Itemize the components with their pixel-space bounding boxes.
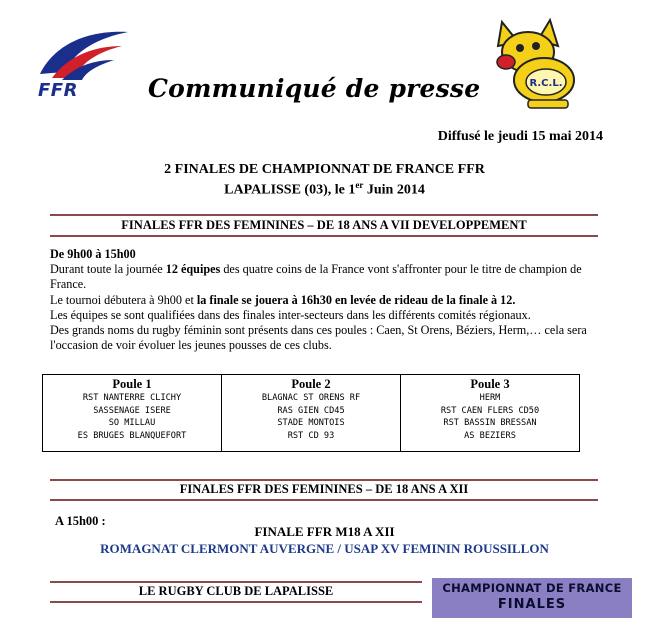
section-2-time: A 15h00 : (55, 514, 106, 528)
banner-line-1: CHAMPIONNAT DE FRANCE (442, 581, 622, 595)
team-name: RST NANTERRE CLICHY (82, 393, 182, 403)
team-name: RST CAEN FLERS CD50 (440, 405, 540, 416)
team-name: ES BRUGES BLANQUEFORT (77, 430, 187, 441)
page-title: Communiqué de presse (148, 74, 481, 103)
section-1-paragraph-4: Des grands noms du rugby féminin sont présents dans ces poules : Caen, St Orens, Béziers, Herm,… cela sera l'occasion de voir évoluer les jeunes pousses de ces clubs. (50, 323, 587, 353)
issue-date: Diffusé le jeudi 15 mai 2014 (437, 129, 603, 144)
section-1-paragraph-2: Le tournoi débutera à 9h00 et la finale se jouera à 16h30 en levée de rideau de la finale à 12. (50, 292, 516, 307)
poule-column (401, 375, 579, 451)
section-1-title: FINALES FFR DES FEMININES – DE 18 ANS A VII DEVELOPPEMENT (121, 218, 527, 232)
headline-line-1: 2 FINALES DE CHAMPIONNAT DE FRANCE FFR (164, 162, 485, 177)
poules-table (42, 374, 580, 452)
poule-column (222, 375, 401, 451)
section-3-title: LE RUGBY CLUB DE LAPALISSE (138, 584, 334, 598)
rcl-cat-mascot-logo (488, 16, 578, 110)
section-rule (50, 499, 598, 501)
poule-column (43, 375, 222, 451)
section-1-paragraph-3: Les équipes se sont qualifiées dans des finales inter-secteurs dans les différents comités régionaux. (50, 307, 531, 322)
headline-line-2: LAPALISSE (03), le 1er Juin 2014 (224, 180, 425, 198)
poule-title: Poule 3 (470, 377, 510, 391)
finale-teams: ROMAGNAT CLERMONT AUVERGNE / USAP XV FEMININ ROUSSILLON (100, 541, 549, 556)
finale-title: FINALE FFR M18 A XII (254, 524, 395, 539)
section-2-title: FINALES FFR DES FEMININES – DE 18 ANS A XII (179, 482, 469, 496)
banner-line-2: FINALES (497, 597, 567, 612)
section-rule (50, 581, 422, 583)
section-1-paragraph-1: Durant toute la journée 12 équipes des quatre coins de la France vont s'affronter pour le titre de champion de France. (50, 262, 582, 292)
section-rule (50, 235, 598, 237)
rcl-logo-text: R.C.L. (529, 78, 563, 89)
team-name: RAS GIEN CD45 (277, 405, 345, 416)
team-name: SASSENAGE ISERE (93, 405, 171, 416)
team-name: HERM (479, 393, 501, 403)
section-rule (50, 601, 422, 603)
team-name: BLAGNAC ST ORENS RF (261, 393, 361, 403)
section-rule (50, 479, 598, 481)
section-1-body (50, 247, 605, 353)
team-name: AS BEZIERS (464, 430, 516, 441)
poule-title: Poule 1 (112, 377, 152, 391)
poule-title: Poule 2 (291, 377, 331, 391)
section-rule (50, 214, 598, 216)
team-name: SO MILLAU (108, 418, 156, 429)
team-name: RST CD 93 (287, 430, 335, 441)
ffr-logo-text: FFR (38, 80, 78, 101)
team-name: RST BASSIN BRESSAN (443, 418, 537, 429)
section-1-time: De 9h00 à 15h00 (50, 247, 136, 261)
team-name: STADE MONTOIS (277, 418, 345, 429)
